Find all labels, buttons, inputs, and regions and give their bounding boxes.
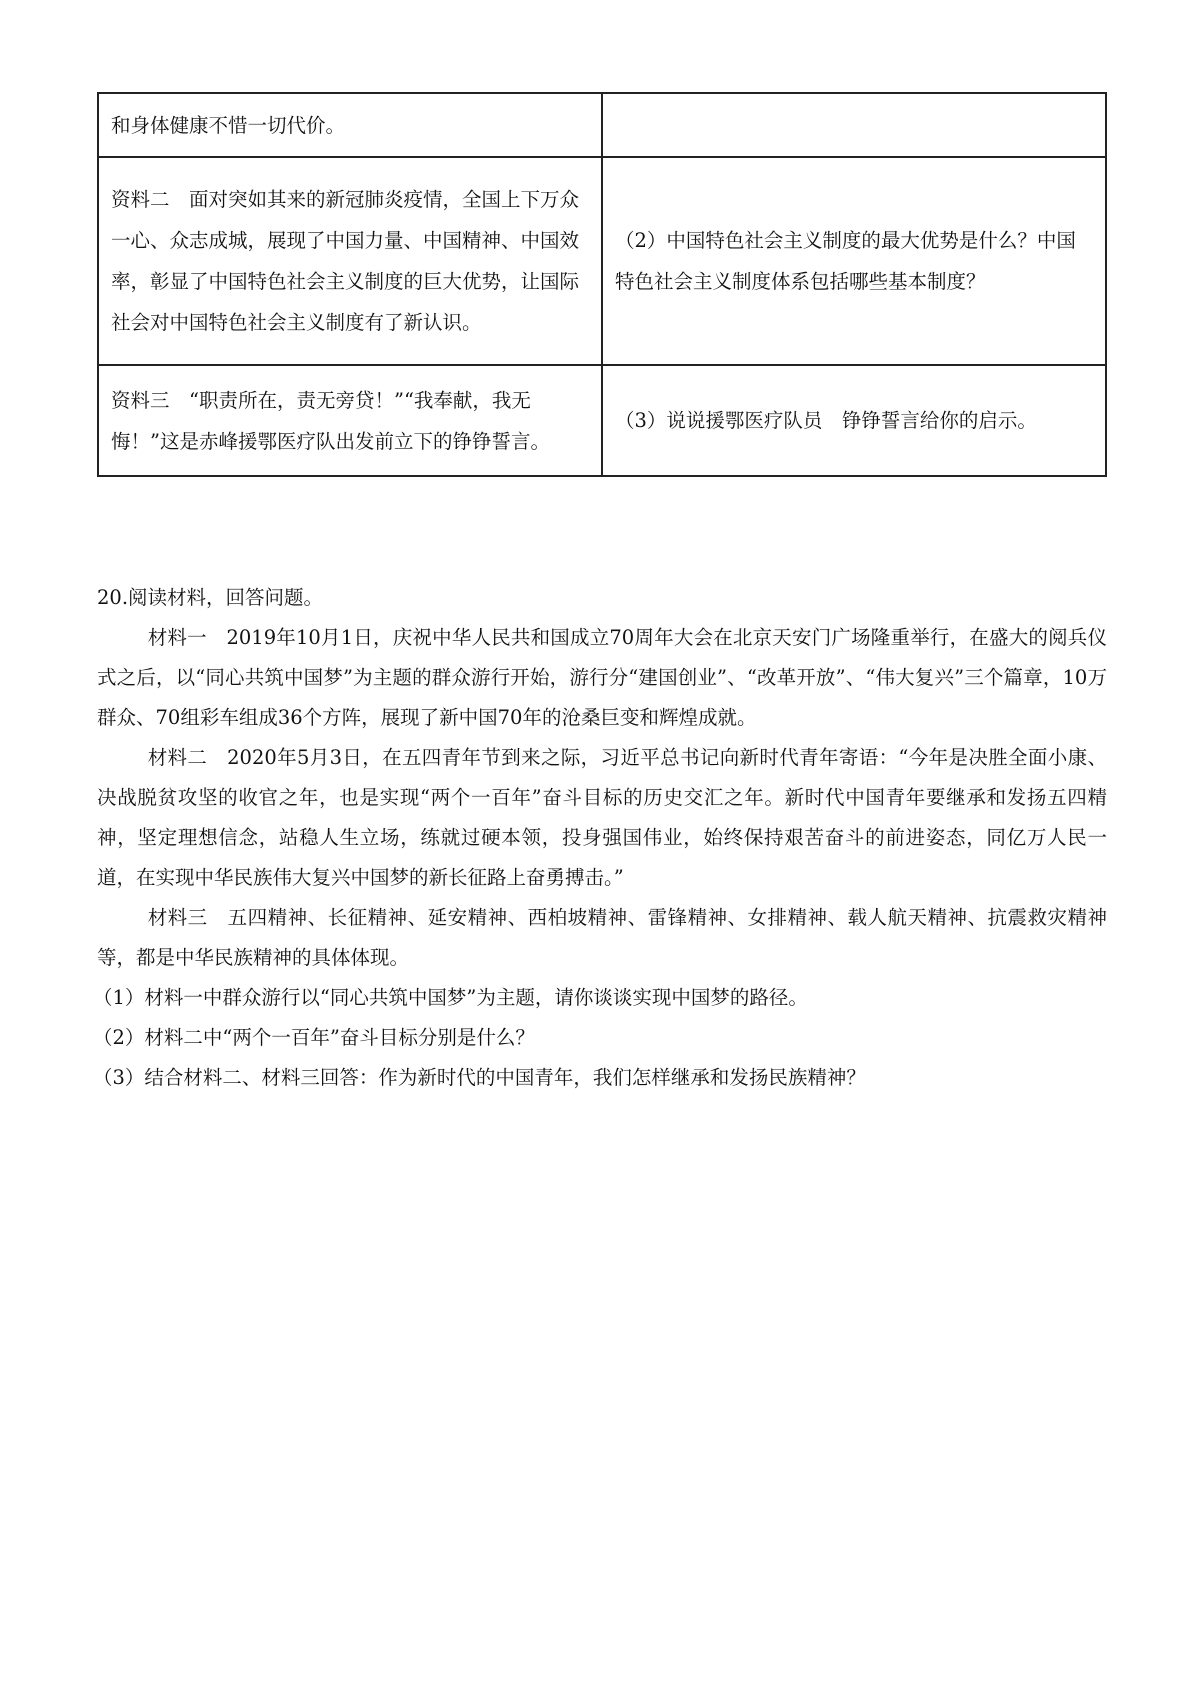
table-row: [98, 93, 1106, 157]
question-cell: （3）说说援鄂医疗队员 铮铮誓言给你的启示。: [602, 365, 1106, 476]
material-cell: 资料三 “职责所在，责无旁贷！”“我奉献，我无悔！”这是赤峰援鄂医疗队出发前立下的铮铮誓言。: [98, 365, 602, 476]
sub-question: （2）材料二中“两个一百年”奋斗目标分别是什么？: [93, 1026, 535, 1049]
sub-question: （1）材料一中群众游行以“同心共筑中国梦”为主题，请你谈谈实现中国梦的路径。: [93, 986, 808, 1009]
material-paragraph: 材料二 2020年5月3日，在五四青年节到来之际，习近平总书记向新时代青年寄语：“今年是决胜全面小康、决战脱贫攻坚的收官之年，也是实现“两个一百年”奋斗目标的历史交汇之年。新时代中国青年要继承和发扬五四精神，坚定理想信念，站稳人生立场，练就过硬本领，投身强国伟业，始终保持艰苦奋斗的前进姿态，同亿万人民一道，在实现中华民族伟大复兴中国梦的新长征路上奋勇搏击。”: [97, 746, 1107, 889]
material-paragraph: 材料一 2019年10月1日，庆祝中华人民共和国成立70周年大会在北京天安门广场隆重举行，在盛大的阅兵仪式之后，以“同心共筑中国梦”为主题的群众游行开始，游行分“建国创业”、“改革开放”、“伟大复兴”三个篇章，10万群众、70组彩车组成36个方阵，展现了新中国70年的沧桑巨变和辉煌成就。: [97, 626, 1107, 729]
question-title: 20.阅读材料，回答问题。: [97, 586, 324, 609]
sub-question: （3）结合材料二、材料三回答：作为新时代的中国青年，我们怎样继承和发扬民族精神？: [93, 1066, 866, 1089]
material-cell: 和身体健康不惜一切代价。: [98, 93, 602, 157]
table-row: [98, 157, 1106, 365]
material-cell: 资料二 面对突如其来的新冠肺炎疫情，全国上下万众一心、众志成城，展现了中国力量、中国精神、中国效率，彰显了中国特色社会主义制度的巨大优势，让国际社会对中国特色社会主义制度有了新认识。: [98, 157, 602, 365]
table-row: [98, 365, 1106, 476]
question-20: [93, 578, 1107, 1098]
question-cell: （2）中国特色社会主义制度的最大优势是什么？中国特色社会主义制度体系包括哪些基本制度？: [602, 157, 1106, 365]
material-paragraph: 材料三 五四精神、长征精神、延安精神、西柏坡精神、雷锋精神、女排精神、载人航天精神、抗震救灾精神等，都是中华民族精神的具体体现。: [97, 906, 1107, 969]
question-cell: [602, 93, 1106, 157]
materials-table: [97, 92, 1107, 477]
